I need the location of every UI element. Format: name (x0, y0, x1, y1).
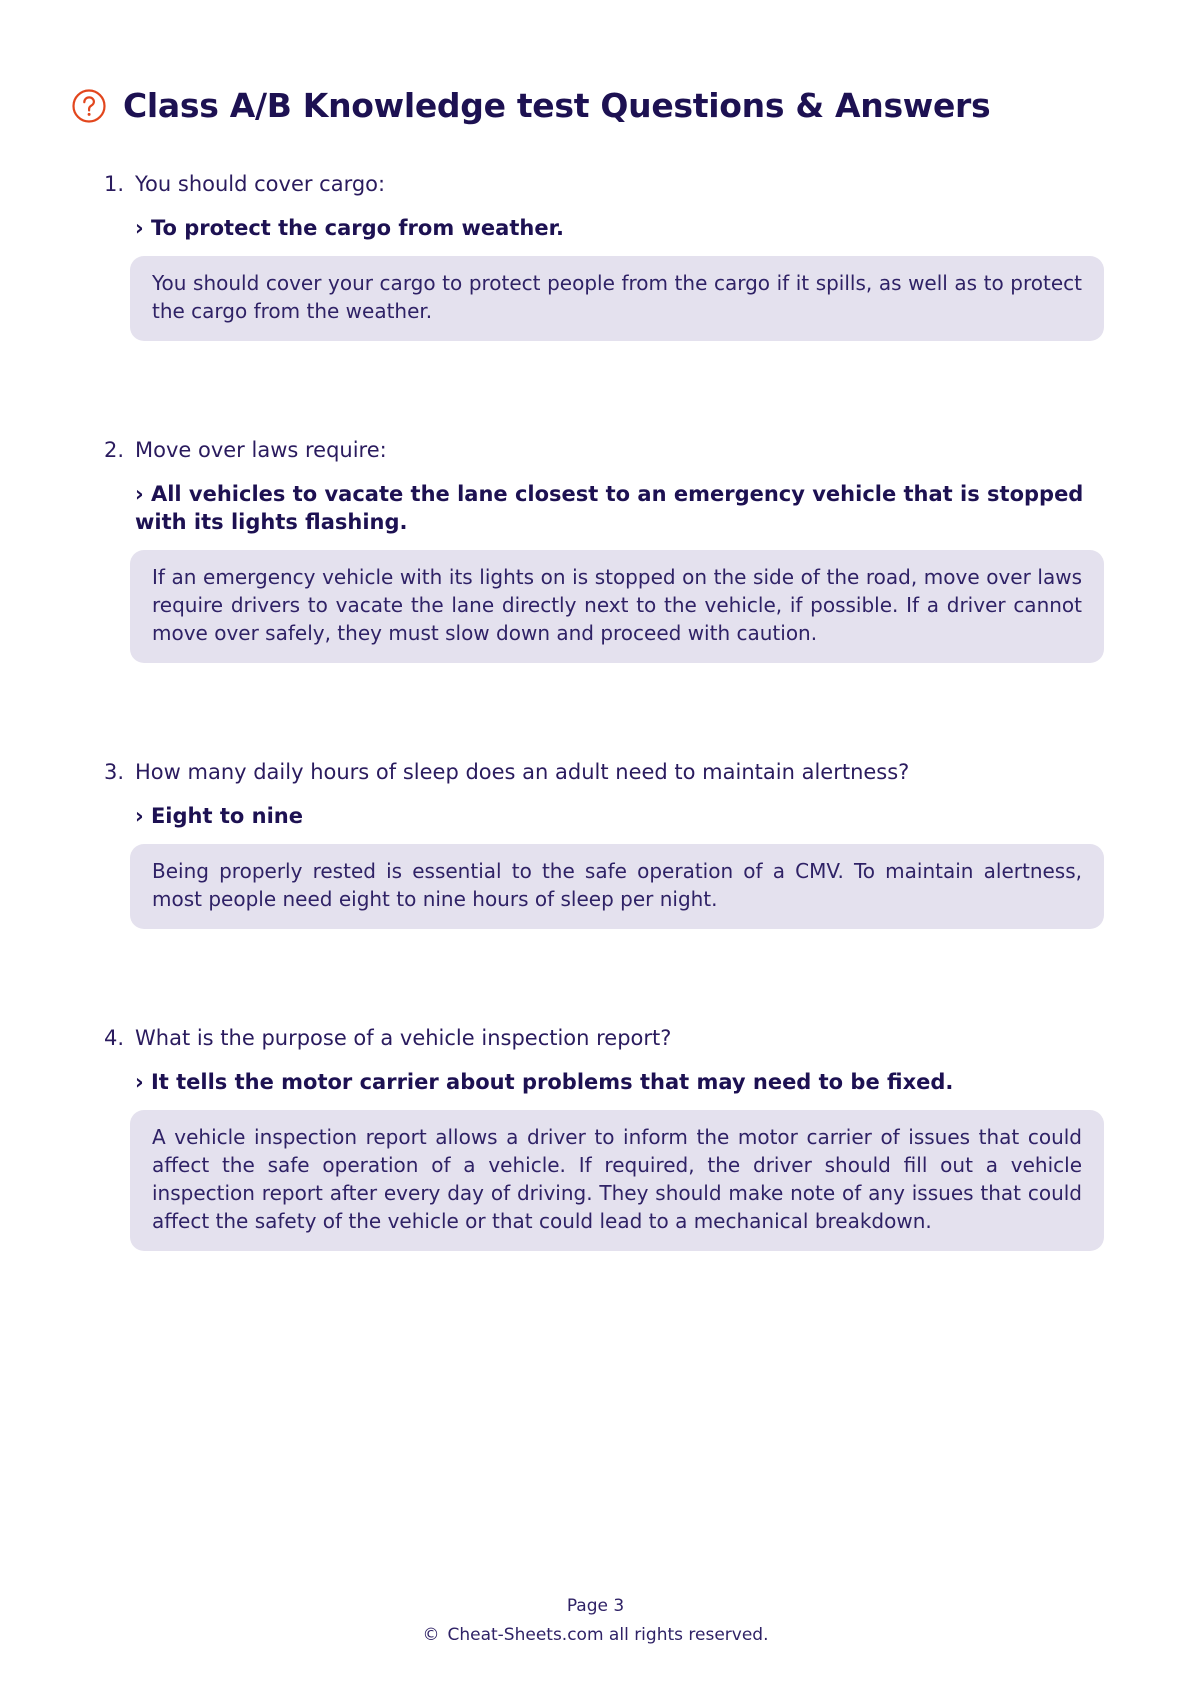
page-number: Page 3 (566, 1596, 625, 1616)
page-header (72, 86, 990, 125)
question-text: You should cover cargo: (135, 172, 386, 196)
explanation-box: You should cover your cargo to protect people from the cargo if it spills, as well as to protect the cargo from the weather. (130, 256, 1104, 341)
question-item-2 (104, 436, 1134, 663)
question-item-3 (104, 758, 1134, 929)
question-number: 3. (104, 760, 125, 784)
copyright-symbol: © (422, 1625, 440, 1645)
question-number: 4. (104, 1026, 125, 1050)
question-text: How many daily hours of sleep does an adult need to maintain alertness? (135, 760, 910, 784)
question-text: Move over laws require: (135, 438, 387, 462)
question-line (104, 1024, 1134, 1052)
question-number: 2. (104, 438, 125, 462)
question-number: 1. (104, 172, 125, 196)
question-line (104, 436, 1134, 464)
answer-text: › To protect the cargo from weather. (135, 216, 564, 240)
copyright-notice (0, 1625, 1191, 1645)
question-line (104, 170, 1134, 198)
explanation-box: If an emergency vehicle with its lights on is stopped on the side of the road, move over laws require drivers to vacate the lane directly next to the vehicle, if possible. If a driver cannot move over safely, they must slow down and proceed with caution. (130, 550, 1104, 663)
question-text: What is the purpose of a vehicle inspection report? (135, 1026, 672, 1050)
answer-text: › It tells the motor carrier about problems that may need to be fixed. (135, 1070, 954, 1094)
question-circle-icon (72, 89, 106, 123)
explanation-box: A vehicle inspection report allows a driver to inform the motor carrier of issues that could affect the safe operation of a vehicle. If required, the driver should fill out a vehicle inspection report after every day of driving. They should make note of any issues that could affect the safety of the vehicle or that could lead to a mechanical breakdown. (130, 1110, 1104, 1251)
question-item-4 (104, 1024, 1134, 1251)
answer-text: › All vehicles to vacate the lane closest to an emergency vehicle that is stopped with its lights flashing. (135, 482, 1084, 534)
answer-text: › Eight to nine (135, 804, 303, 828)
copyright-text: Cheat-Sheets.com all rights reserved. (447, 1625, 769, 1645)
question-item-1 (104, 170, 1134, 341)
question-line (104, 758, 1134, 786)
page-title: Class A/B Knowledge test Questions & Answers (123, 86, 991, 125)
explanation-box: Being properly rested is essential to the safe operation of a CMV. To maintain alertness, most people need eight to nine hours of sleep per night. (130, 844, 1104, 929)
